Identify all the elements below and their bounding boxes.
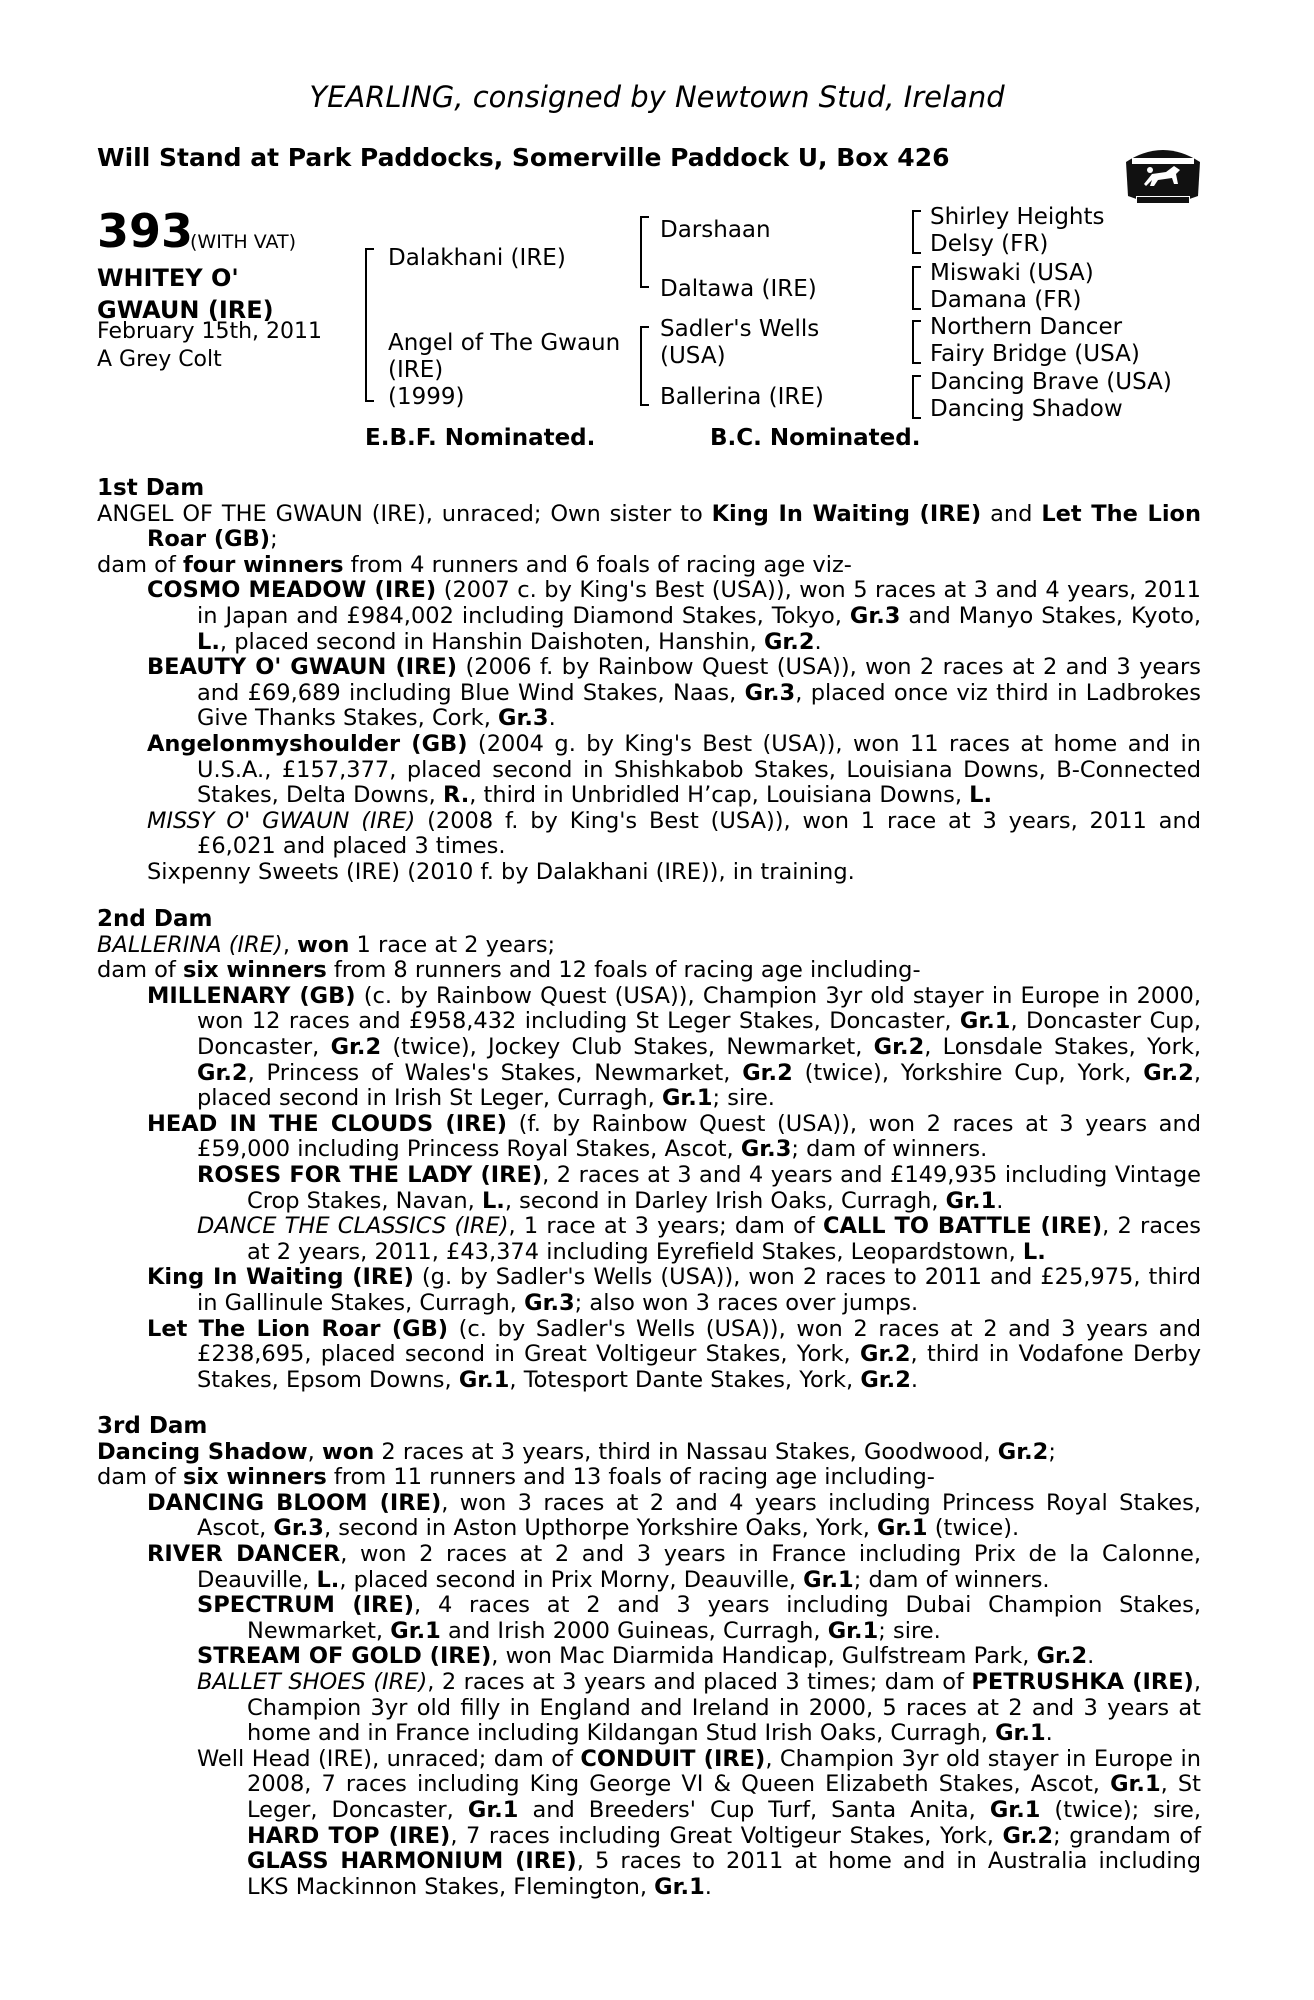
produce-entry: MISSY O' GWAUN (IRE) (2008 f. by King's Best (USA)), won 1 race at 3 years, 2011 and £6,021 and placed 3 times. [147,807,1201,860]
horse-description: A Grey Colt [97,347,222,372]
produce-entry: DANCING BLOOM (IRE), won 3 races at 2 and 4 years including Princess Royal Stakes, Ascot, Gr.3, second in Aston Upthorpe Yorkshire Oaks, York, Gr.1 (twice). [147,1489,1202,1542]
produce-entry: King In Waiting (IRE) (g. by Sadler's Wells (USA)), won 2 races to 2011 and £25,975, third in Gallinule Stakes, Curragh, Gr.3; also won 3 races over jumps. [147,1264,1201,1316]
produce-summary: dam of six winners from 11 runners and 13 foals of racing age including- [97,1464,935,1491]
pedigree-gen3: Dancing Brave (USA) [930,369,1172,395]
dam-summary: Dancing Shadow, won 2 races at 3 years, third in Nassau Stakes, Goodwood, Gr.2; [97,1438,1056,1465]
produce-entry: COSMO MEADOW (IRE) (2007 c. by King's Best (USA)), won 5 races at 3 and 4 years, 2011 in Japan and £984,002 including Diamond Stakes, Tokyo, Gr.3 and Manyo Stakes, Kyoto, L., placed second in Hanshin Daishoten, Hanshin, Gr.2. [147,577,1201,655]
pedigree-sire: Dalakhani (IRE) [388,245,566,271]
pedigree-gen3: Shirley Heights [930,204,1105,230]
yearling-bonus-logo [1122,140,1204,212]
yearling-bonus-logo-icon [1122,140,1204,208]
horse-name: WHITEY O' GWAUN (IRE) [97,264,274,324]
dam-summary: BALLERINA (IRE), won 1 race at 2 years; [97,931,556,958]
sale-header: YEARLING, consigned by Newtown Stud, Ireland [309,80,1005,114]
pedigree-dam-year: (1999) [388,384,465,410]
pedigree-dam-sire-suffix: (USA) [660,343,726,369]
pedigree-brace [912,210,923,254]
produce-summary: dam of four winners from 4 runners and 6 foals of racing age viz- [97,551,852,578]
pedigree-gen3: Fairy Bridge (USA) [930,341,1140,367]
pedigree-sire-sire: Darshaan [660,217,771,243]
pedigree-brace [912,375,923,419]
produce-entry: HEAD IN THE CLOUDS (IRE) (f. by Rainbow Quest (USA)), won 2 races at 3 years and £59,000 including Princess Royal Stakes, Ascot, Gr.3; dam of winners. [147,1110,1201,1163]
stand-location: Will Stand at Park Paddocks, Somerville Paddock U, Box 426 [97,143,950,172]
section-heading: 1st Dam [97,475,205,501]
produce-entry: MILLENARY (GB) (c. by Rainbow Quest (USA)), Champion 3yr old stayer in Europe in 2000, won 12 races and £958,432 including St Leger Stakes, Doncaster, Gr.1, Doncaster Cup, Doncaster, Gr.2 (twice), Jockey Club Stakes, Newmarket, Gr.2, Lonsdale Stakes, York, Gr.2, Princess of Wales's Stakes, Newmarket, Gr.2 (twice), Yorkshire Cup, York, Gr.2, placed second in Irish St Leger, Curragh, Gr.1; sire. [147,982,1202,1112]
produce-entry: BALLET SHOES (IRE), 2 races at 3 years and placed 3 times; dam of PETRUSHKA (IRE), Champion 3yr old filly in England and Ireland in 2000, 5 races at 2 and 3 years at home and in France including Kildangan Stud Irish Oaks, Curragh, Gr.1. [197,1668,1201,1747]
pedigree-brace [912,266,923,310]
third-dam-section [97,1414,1201,1900]
vat-note: (WITH VAT) [190,231,297,253]
pedigree-dam-sire: Sadler's Wells [660,316,820,342]
pedigree-brace [912,320,923,364]
pedigree-gen3: Delsy (FR) [930,231,1049,257]
pedigree-dam-dam: Ballerina (IRE) [660,384,824,410]
pedigree-gen3: Dancing Shadow [930,396,1123,422]
produce-summary: dam of six winners from 8 runners and 12 foals of racing age including- [97,957,921,984]
produce-entry: Angelonmyshoulder (GB) (2004 g. by King's Best (USA)), won 11 races at home and in U.S.A., £157,377, placed second in Shishkabob Stakes, Louisiana Downs, B-Connected Stakes, Delta Downs, R., third in Unbridled H’cap, Louisiana Downs, L. [147,730,1201,809]
ebf-nominated: E.B.F. Nominated. [365,425,596,451]
pedigree-gen3: Damana (FR) [930,287,1082,313]
foaling-date: February 15th, 2011 [97,319,323,344]
produce-entry: STREAM OF GOLD (IRE), won Mac Diarmida Handicap, Gulfstream Park, Gr.2. [197,1643,1095,1670]
bc-nominated: B.C. Nominated. [710,425,921,451]
pedigree-dam-suffix: (IRE) [388,357,444,383]
section-heading: 3rd Dam [97,1413,208,1439]
produce-entry: BEAUTY O' GWAUN (IRE) (2006 f. by Rainbow Quest (USA)), won 2 races at 2 and 3 years and £69,689 including Blue Wind Stakes, Naas, Gr.3, placed once viz third in Ladbrokes Give Thanks Stakes, Cork, Gr.3. [147,654,1201,732]
produce-entry: RIVER DANCER, won 2 races at 2 and 3 years in France including Prix de la Calonne, Deauville, L., placed second in Prix Morny, Deauville, Gr.1; dam of winners. [147,1540,1201,1593]
section-heading: 2nd Dam [97,906,213,932]
produce-entry: DANCE THE CLASSICS (IRE), 1 race at 3 years; dam of CALL TO BATTLE (IRE), 2 races at 2 years, 2011, £43,374 including Eyrefield Stakes, Leopardstown, L. [197,1213,1201,1265]
produce-entry: Let The Lion Roar (GB) (c. by Sadler's Wells (USA)), won 2 races at 2 and 3 years and £238,695, placed second in Great Voltigeur Stakes, York, Gr.2, third in Vodafone Derby Stakes, Epsom Downs, Gr.1, Totesport Dante Stakes, York, Gr.2. [147,1315,1202,1393]
pedigree-brace [640,216,651,288]
produce-entry: Sixpenny Sweets (IRE) (2010 f. by Dalakhani (IRE)), in training. [147,858,855,885]
lot-number: 393 [97,204,194,258]
produce-entry: SPECTRUM (IRE), 4 races at 2 and 3 years including Dubai Champion Stakes, Newmarket, Gr.1 and Irish 2000 Guineas, Curragh, Gr.1; sire. [197,1592,1201,1644]
pedigree-dam: Angel of The Gwaun [388,330,621,356]
horse-details [97,318,357,374]
first-dam-section [97,476,1201,886]
dam-summary: ANGEL OF THE GWAUN (IRE), unraced; Own sister to King In Waiting (IRE) and Let The Lion Roar (GB); [97,500,1202,553]
pedigree-gen3: Miswaki (USA) [930,260,1094,286]
pedigree-gen3: Northern Dancer [930,314,1123,340]
produce-entry: ROSES FOR THE LADY (IRE), 2 races at 3 and 4 years and £149,935 including Vintage Crop Stakes, Navan, L., second in Darley Irish Oaks, Curragh, Gr.1. [197,1161,1202,1214]
pedigree-brace [365,248,376,402]
pedigree-brace [640,326,651,406]
produce-entry: Well Head (IRE), unraced; dam of CONDUIT (IRE), Champion 3yr old stayer in Europe in 2008, 7 races including King George VI & Queen Elizabeth Stakes, Ascot, Gr.1, St Leger, Doncaster, Gr.1 and Breeders' Cup Turf, Santa Anita, Gr.1 (twice); sire, HARD TOP (IRE), 7 races including Great Voltigeur Stakes, York, Gr.2; grandam of GLASS HARMONIUM (IRE), 5 races to 2011 at home and in Australia including LKS Mackinnon Stakes, Flemington, Gr.1. [197,1745,1202,1900]
pedigree-sire-dam: Daltawa (IRE) [660,276,817,302]
second-dam-section [97,907,1201,1393]
